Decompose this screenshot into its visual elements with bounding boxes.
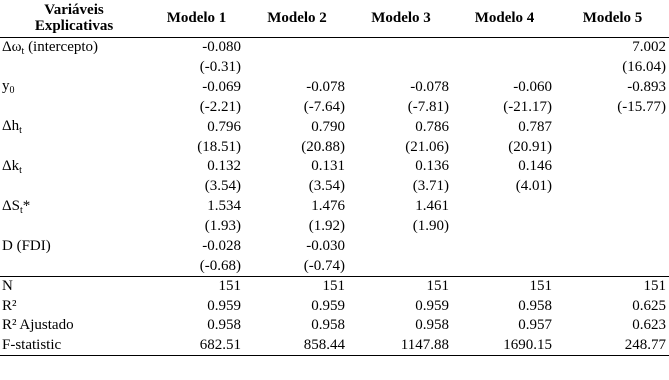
cell: 7.002 bbox=[632, 39, 666, 55]
cell: 151 bbox=[349, 277, 453, 297]
header-label-line1: Variáveis bbox=[44, 1, 104, 18]
cell bbox=[556, 257, 669, 277]
cell bbox=[349, 58, 453, 77]
cell bbox=[349, 237, 453, 257]
table-row bbox=[0, 217, 669, 236]
row-label bbox=[0, 138, 148, 157]
table-row bbox=[0, 138, 669, 157]
cell: 0.136 bbox=[415, 158, 449, 175]
table-row bbox=[0, 177, 669, 196]
cell: 0.623 bbox=[632, 317, 666, 334]
cell: 1147.88 bbox=[349, 336, 453, 356]
cell: 0.625 bbox=[632, 297, 666, 314]
cell: 151 bbox=[148, 277, 245, 297]
cell bbox=[556, 157, 669, 177]
table-row bbox=[0, 157, 669, 177]
table-row bbox=[0, 237, 669, 257]
row-label bbox=[0, 257, 148, 277]
cell: (-7.64) bbox=[303, 98, 345, 115]
cell: 0.796 bbox=[207, 118, 241, 135]
cell: (3.54) bbox=[308, 178, 345, 195]
cell: (-0.31) bbox=[199, 58, 241, 75]
cell: 1.476 bbox=[311, 198, 345, 215]
cell bbox=[245, 58, 349, 77]
cell: 248.77 bbox=[556, 336, 669, 356]
cell: 151 bbox=[245, 277, 349, 297]
row-label: D (FDI) bbox=[2, 237, 51, 254]
cell: (-15.77) bbox=[617, 98, 666, 115]
cell: 151 bbox=[453, 277, 556, 297]
stats-label: F-statistic bbox=[0, 336, 148, 356]
row-label: $\Delta S_t*$ bbox=[2, 197, 31, 216]
stats-row bbox=[0, 336, 669, 356]
header-model-3: Modelo 3 bbox=[349, 0, 453, 37]
cell: (1.93) bbox=[204, 218, 241, 235]
cell bbox=[453, 217, 556, 236]
cell bbox=[556, 217, 669, 236]
coefficients-body bbox=[0, 37, 669, 277]
table-row bbox=[0, 77, 669, 97]
cell: (20.91) bbox=[508, 138, 552, 155]
row-label: $y_0$ bbox=[2, 78, 15, 97]
cell bbox=[556, 177, 669, 196]
cell: -0.030 bbox=[306, 238, 345, 255]
cell bbox=[556, 138, 669, 157]
cell: 858.44 bbox=[245, 336, 349, 356]
row-label: $\Delta h_t$ bbox=[2, 118, 22, 137]
header-row bbox=[0, 0, 669, 37]
cell: 0.958 bbox=[311, 317, 345, 334]
row-label: $\Delta k_t$ bbox=[2, 157, 22, 176]
cell: 151 bbox=[556, 277, 669, 297]
stats-label: R² Ajustado bbox=[2, 317, 74, 334]
cell: 0.132 bbox=[207, 158, 241, 175]
cell bbox=[453, 58, 556, 77]
cell: (20.88) bbox=[301, 138, 345, 155]
header-model-5: Modelo 5 bbox=[556, 0, 669, 37]
header-model-1: Modelo 1 bbox=[148, 0, 245, 37]
cell: 682.51 bbox=[148, 336, 245, 356]
cell: (18.51) bbox=[197, 138, 241, 155]
cell: (-0.68) bbox=[199, 257, 241, 274]
cell: 1690.15 bbox=[453, 336, 556, 356]
cell bbox=[349, 37, 453, 58]
cell: 0.958 bbox=[415, 317, 449, 334]
header-model-4: Modelo 4 bbox=[453, 0, 556, 37]
cell: -0.893 bbox=[627, 78, 666, 95]
cell: -0.028 bbox=[202, 238, 241, 255]
stats-row bbox=[0, 297, 669, 316]
cell: 0.146 bbox=[518, 158, 552, 175]
cell bbox=[556, 197, 669, 217]
cell bbox=[556, 117, 669, 137]
table-row bbox=[0, 117, 669, 137]
table-row bbox=[0, 257, 669, 277]
cell: -0.078 bbox=[410, 78, 449, 95]
cell: (-7.81) bbox=[407, 98, 449, 115]
cell bbox=[453, 197, 556, 217]
cell: (16.04) bbox=[622, 58, 666, 75]
cell: 0.959 bbox=[311, 297, 345, 314]
header-label-cell bbox=[0, 0, 148, 37]
cell bbox=[556, 237, 669, 257]
header-label-line2: Explicativas bbox=[34, 17, 114, 34]
table-header bbox=[0, 0, 669, 37]
stats-row bbox=[0, 316, 669, 335]
cell: 0.786 bbox=[415, 118, 449, 135]
cell: 0.787 bbox=[518, 118, 552, 135]
cell: -0.060 bbox=[513, 78, 552, 95]
stats-label: N bbox=[0, 277, 148, 297]
table-row bbox=[0, 58, 669, 77]
cell: 0.958 bbox=[518, 297, 552, 314]
cell bbox=[245, 37, 349, 58]
row-label bbox=[0, 98, 148, 117]
cell: (3.54) bbox=[204, 178, 241, 195]
cell: 0.959 bbox=[415, 297, 449, 314]
cell: 0.958 bbox=[207, 317, 241, 334]
cell: 1.461 bbox=[415, 198, 449, 215]
cell: (-21.17) bbox=[503, 98, 552, 115]
cell: 0.957 bbox=[518, 317, 552, 334]
row-label bbox=[0, 177, 148, 196]
cell: (1.92) bbox=[308, 218, 345, 235]
row-label bbox=[0, 217, 148, 236]
table-row bbox=[0, 197, 669, 217]
cell: (1.90) bbox=[412, 218, 449, 235]
cell: 0.959 bbox=[207, 297, 241, 314]
cell: 1.534 bbox=[207, 198, 241, 215]
cell: (-2.21) bbox=[199, 98, 241, 115]
stats-label: R² bbox=[2, 297, 17, 314]
statistics-body bbox=[0, 277, 669, 356]
cell: (21.06) bbox=[405, 138, 449, 155]
cell: -0.069 bbox=[202, 78, 241, 95]
cell: 0.131 bbox=[311, 158, 345, 175]
table-row bbox=[0, 37, 669, 58]
cell: -0.078 bbox=[306, 78, 345, 95]
cell: 0.790 bbox=[311, 118, 345, 135]
cell bbox=[453, 237, 556, 257]
cell: (3.71) bbox=[412, 178, 449, 195]
header-model-2: Modelo 2 bbox=[245, 0, 349, 37]
cell: -0.080 bbox=[202, 39, 241, 55]
cell: (-0.74) bbox=[303, 257, 345, 274]
stats-row bbox=[0, 277, 669, 297]
cell bbox=[349, 257, 453, 277]
cell: (4.01) bbox=[515, 178, 552, 195]
cell bbox=[453, 257, 556, 277]
row-label: $\Delta\omega_t$ (intercepto) bbox=[2, 38, 99, 57]
cell bbox=[453, 37, 556, 58]
row-label bbox=[0, 58, 148, 77]
table-row bbox=[0, 98, 669, 117]
